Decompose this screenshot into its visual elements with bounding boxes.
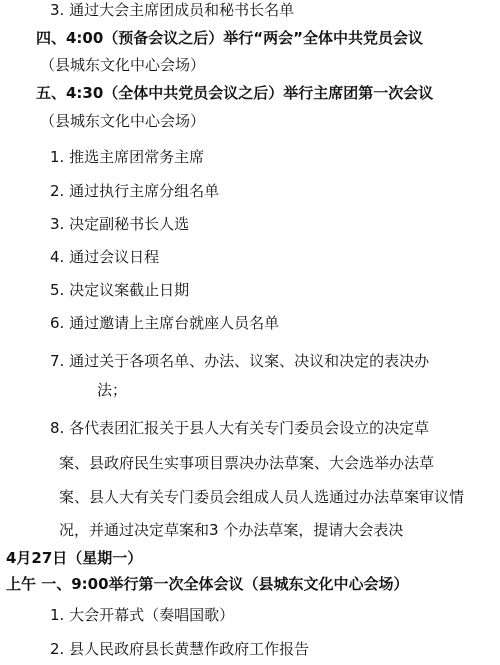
section-heading: 四、4:00（预备会议之后）举行“两会”全体中共党员会议 (36, 29, 424, 47)
session-heading: 上午 一、9:00举行第一次全体会议（县城东文化中心会场） (6, 575, 409, 593)
agenda-item: 3. 决定副秘书长人选 (50, 215, 190, 233)
agenda-item: 2. 通过执行主席分组名单 (50, 182, 220, 200)
venue-note: （县城东文化中心会场） (40, 56, 206, 74)
agenda-item: 1. 大会开幕式（奏唱国歌） (50, 606, 235, 624)
venue-note: （县城东文化中心会场） (40, 112, 206, 130)
date-heading: 4月27日（星期一） (6, 549, 143, 567)
agenda-item-continuation: 况，并通过决定草案和3 个办法草案，提请大会表决 (59, 521, 404, 539)
agenda-item: 7. 通过关于各项名单、办法、议案、决议和决定的表决办 (50, 352, 430, 370)
agenda-item: 8. 各代表团汇报关于县人大有关专门委员会设立的决定草 (50, 419, 430, 437)
agenda-item: 2. 县人民政府县长黄慧作政府工作报告 (50, 640, 310, 658)
agenda-item-continuation: 法； (97, 381, 128, 399)
agenda-item: 1. 推选主席团常务主席 (50, 148, 205, 166)
agenda-item-continuation: 案、县政府民生实事项目票决办法草案、大会选举办法草 (59, 454, 435, 472)
agenda-item: 4. 通过会议日程 (50, 248, 160, 266)
agenda-item: 3. 通过大会主席团成员和秘书长名单 (50, 1, 295, 19)
agenda-item: 5. 决定议案截止日期 (50, 281, 190, 299)
section-heading: 五、4:30（全体中共党员会议之后）举行主席团第一次会议 (36, 84, 434, 102)
agenda-item-continuation: 案、县人大有关专门委员会组成人员人选通过办法草案审议情 (59, 488, 465, 506)
agenda-item: 6. 通过邀请上主席台就座人员名单 (50, 314, 280, 332)
